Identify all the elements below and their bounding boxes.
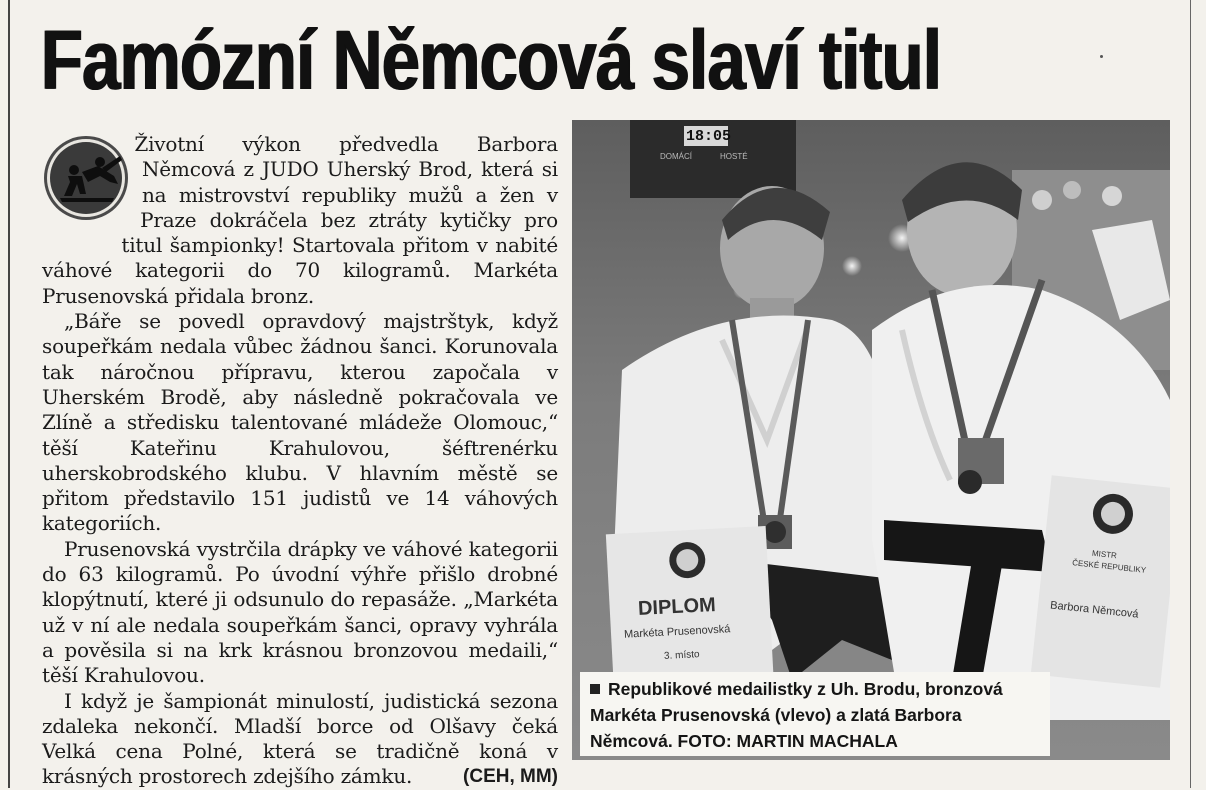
column-rule-right (1190, 0, 1191, 788)
byline: (CEH, MM) (463, 766, 558, 788)
diploma-right-name: Barbora Němcová (1049, 599, 1140, 621)
paragraph-1: Životní výkon předvedla Barbora Němcová z JUDO Uherský Brod, která si na mistrovství republiky mužů a žen v Praze dokráčela bez ztráty kytičky pro titul šampionky! Startovala přitom v nabité váhové kategorii do 70 kilogramů. Markéta Prusenovská přidala bronz. (42, 132, 558, 308)
diploma-left-place: 3. místo (663, 649, 700, 662)
photo-caption (580, 672, 1050, 756)
caption-bullet-icon (590, 684, 600, 694)
diploma-right (1031, 475, 1170, 687)
diploma-right-line2: ČESKÉ REPUBLIKY (1071, 558, 1147, 575)
column-rule-left (8, 0, 10, 788)
paragraph-3: Prusenovská vystrčila drápky ve váhové kategorii do 63 kilogramů. Po úvodní výhře přišlo drobné klopýtnutí, které ji odsunulo do repasáže. „Markéta už v ní ale nedala soupeřkám šanci, opravy vyhrála a pověsila si na krk krásnou bronzovou medaili,“ těší Krahulovou. (42, 536, 558, 688)
headline: Famózní Němcová slaví titul (40, 13, 941, 107)
scoreboard-away: HOSTÉ (720, 152, 748, 161)
paragraph-2: „Báře se povedl opravdový majstrštyk, když soupeřkám nedala vůbec žádnou šanci. Korunovala tak náročnou přípravu, kterou započala v Uherském Brodě, aby následně pokračovala ve Zlíně a středisku talentované mládeže Olomouc,“ těší Kateřinu Krahulovou, šéftrenérku uherskobrodského klubu. V hlavním městě se přitom představilo 151 judistů ve 14 váhových kategoriích. (42, 309, 558, 536)
photo (572, 120, 1170, 760)
paragraph-4 (42, 689, 558, 790)
diploma-right-line1: MISTR (1091, 548, 1118, 561)
caption-text: Republikové medailistky z Uh. Brodu, bronzová Markéta Prusenovská (vlevo) a zlatá Barbora Němcová. FOTO: MARTIN MACHALA (590, 679, 1003, 751)
paragraph-4-text: I když je šampionát minulostí, judistická sezona zdaleka nekončí. Mladší borce od Olšavy čeká Velká cena Polné, která se tradičně koná v krásných prostorech zdejšího zámku. (42, 688, 558, 789)
article-body (42, 132, 558, 789)
scoreboard-time: 18:05 (686, 128, 732, 145)
scoreboard-home: DOMÁCÍ (660, 152, 692, 161)
print-speck (1100, 55, 1103, 58)
diploma-left-name: Markéta Prusenovská (623, 623, 731, 641)
diploma-left-title: DIPLOM (637, 593, 717, 621)
